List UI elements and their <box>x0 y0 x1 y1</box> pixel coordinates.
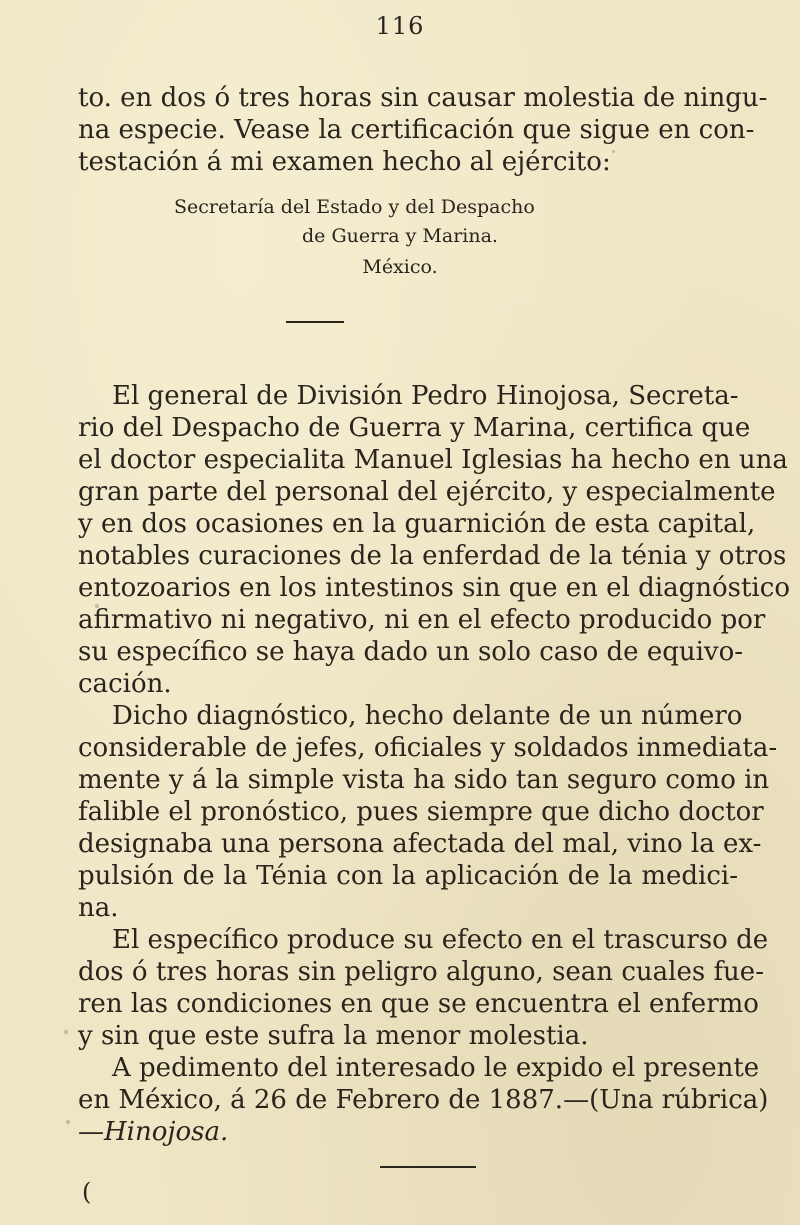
text-line: ren las condiciones en que se encuentra el enfermo <box>78 989 759 1019</box>
letterhead-department: de Guerra y Marina. <box>302 225 498 247</box>
text-line: notables curaciones de la enferdad de la ténia y otros <box>78 541 787 571</box>
text-line: El específico produce su efecto en el trascurso de <box>112 925 769 955</box>
paper-speck <box>612 150 615 153</box>
text-line: el doctor especialita Manuel Iglesias ha hecho en una <box>78 445 788 475</box>
text-line: rio del Despacho de Guerra y Marina, certifica que <box>78 413 751 443</box>
text-line: y sin que este sufra la menor molestia. <box>78 1021 589 1051</box>
text-line: en México, á 26 de Febrero de 1887.—(Una rúbrica) <box>78 1085 769 1115</box>
text-line: considerable de jefes, oficiales y soldados inmediata- <box>78 733 778 763</box>
text-line: cación. <box>78 669 172 699</box>
certificate-paragraph-4 <box>78 1052 769 1148</box>
text-line: dos ó tres horas sin peligro alguno, sean cuales fue- <box>78 957 764 987</box>
text-line: A pedimento del interesado le expido el presente <box>112 1053 760 1083</box>
text-line: testación á mi examen hecho al ejército: <box>78 147 611 177</box>
text-line: Dicho diagnóstico, hecho delante de un número <box>112 701 743 731</box>
page-number: 116 <box>375 12 425 40</box>
text-line: mente y á la simple vista ha sido tan seguro como in <box>78 765 770 795</box>
text-line: afirmativo ni negativo, ni en el efecto producido por <box>78 605 766 635</box>
footer-rule <box>380 1166 476 1168</box>
letterhead <box>0 195 800 280</box>
text-line: pulsión de la Ténia con la aplicación de la medici- <box>78 861 738 891</box>
section-divider <box>286 321 344 323</box>
paper-speck <box>95 604 99 608</box>
text-line: to. en dos ó tres horas sin causar molestia de ningu- <box>78 83 768 113</box>
footer-mark: ( <box>82 1178 92 1206</box>
text-line: su específico se haya dado un solo caso de equivo- <box>78 637 744 667</box>
letterhead-city: México. <box>362 256 438 278</box>
signature: —Hinojosa. <box>78 1117 229 1147</box>
text-line: El general de División Pedro Hinojosa, Secreta- <box>112 381 739 411</box>
certificate-paragraph-3 <box>78 924 769 1052</box>
text-line: gran parte del personal del ejército, y especialmente <box>78 477 776 507</box>
text-line: entozoarios en los intestinos sin que en el diagnóstico <box>78 573 790 603</box>
text-line: na especie. Vease la certificación que sigue en con- <box>78 115 755 145</box>
letterhead-ministry: Secretaría del Estado y del Despacho <box>174 196 535 218</box>
text-line: y en dos ocasiones en la guarnición de esta capital, <box>78 509 756 539</box>
certificate-paragraph-2 <box>78 700 778 924</box>
certificate-paragraph-1 <box>78 380 790 700</box>
paper-speck <box>66 1120 70 1124</box>
text-line: designaba una persona afectada del mal, vino la ex- <box>78 829 762 859</box>
text-line: falible el pronóstico, pues siempre que dicho doctor <box>78 797 764 827</box>
paper-speck <box>64 1030 68 1034</box>
text-line: na. <box>78 893 119 923</box>
intro-paragraph <box>78 82 768 178</box>
